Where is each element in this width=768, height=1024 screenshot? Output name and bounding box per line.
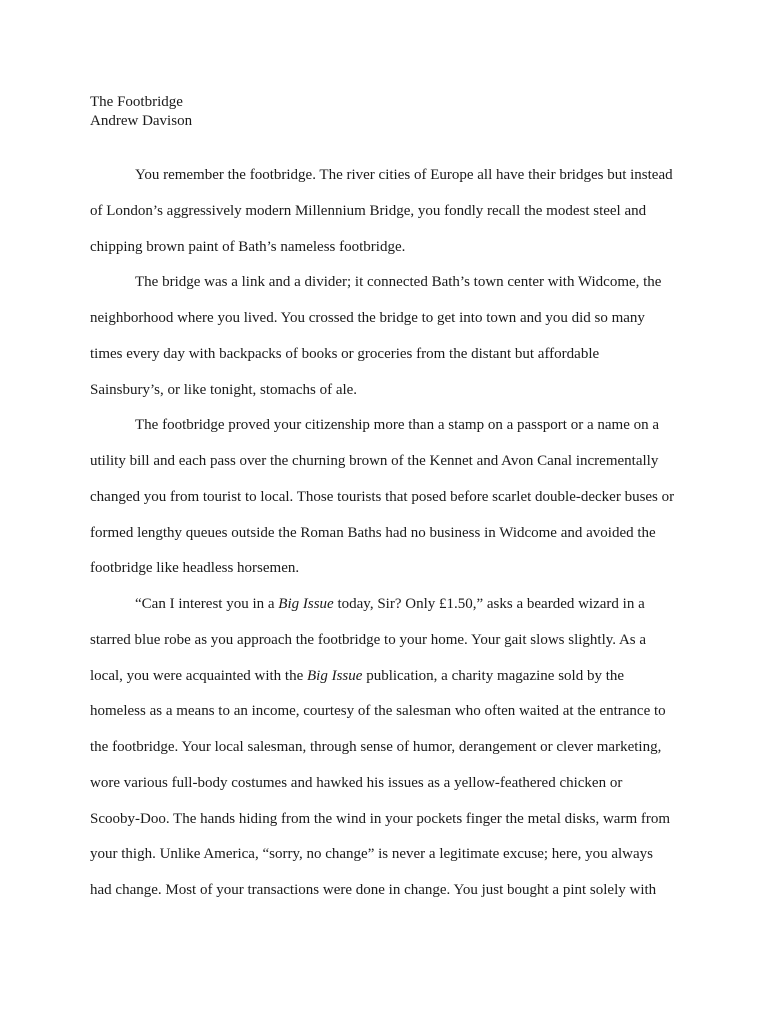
text-segment: today, Sir? Only £1.50,” asks a bearded wizard in a [333,596,645,612]
text-segment: local, you were acquainted with the [90,667,308,684]
text-line: Sainsbury’s, or like tonight, stomachs of ale. [90,381,358,398]
text-line: wore various full-body costumes and hawked his issues as a yellow-feathered chicken or [90,774,623,791]
text-line: chipping brown paint of Bath’s nameless footbridge. [90,238,406,255]
text-line: utility bill and each pass over the churning brown of the Kennet and Avon Canal incrementally [90,453,659,469]
text-line: starred blue robe as you approach the footbridge to your home. Your gait slows slightly. As a [90,631,647,648]
text-line: neighborhood where you lived. You crossed the bridge to get into town and you did so many [90,310,645,326]
document-heading [90,93,192,131]
text-line: formed lengthy queues outside the Roman Baths had no business in Widcome and avoided the [90,524,656,541]
text-line [135,595,645,614]
text-line: the footbridge. Your local salesman, through sense of humor, derangement or clever marketing, [90,739,662,755]
document-author: Andrew Davison [90,113,193,129]
text-line: homeless as a means to an income, courtesy of the salesman who often waited at the entrance to [90,703,666,720]
text-line: footbridge like headless horsemen. [90,560,300,577]
text-line: The bridge was a link and a divider; it connected Bath’s town center with Widcome, the [135,274,662,291]
italic-publication-name: Big Issue [278,596,334,612]
text-segment: publication, a charity magazine sold by the [362,667,625,684]
text-line: of London’s aggressively modern Millennium Bridge, you fondly recall the modest steel and [90,202,647,219]
text-line: The footbridge proved your citizenship more than a stamp on a passport or a name on a [135,417,660,434]
text-line: Scooby-Doo. The hands hiding from the wind in your pockets finger the metal disks, warm from [90,810,671,827]
text-line: changed you from tourist to local. Those tourists that posed before scarlet double-decker buses or [90,488,675,505]
text-line: times every day with backpacks of books or groceries from the distant but affordable [90,345,600,362]
text-line: You remember the footbridge. The river cities of Europe all have their bridges but instead [135,167,673,183]
document-title: The Footbridge [90,94,183,110]
text-segment: “Can I interest you in a [135,596,279,612]
italic-publication-name: Big Issue [307,667,363,684]
text-line [90,667,624,686]
text-line: your thigh. Unlike America, “sorry, no change” is never a legitimate excuse; here, you always [90,846,653,863]
text-line: had change. Most of your transactions were done in change. You just bought a pint solely with [90,882,657,898]
